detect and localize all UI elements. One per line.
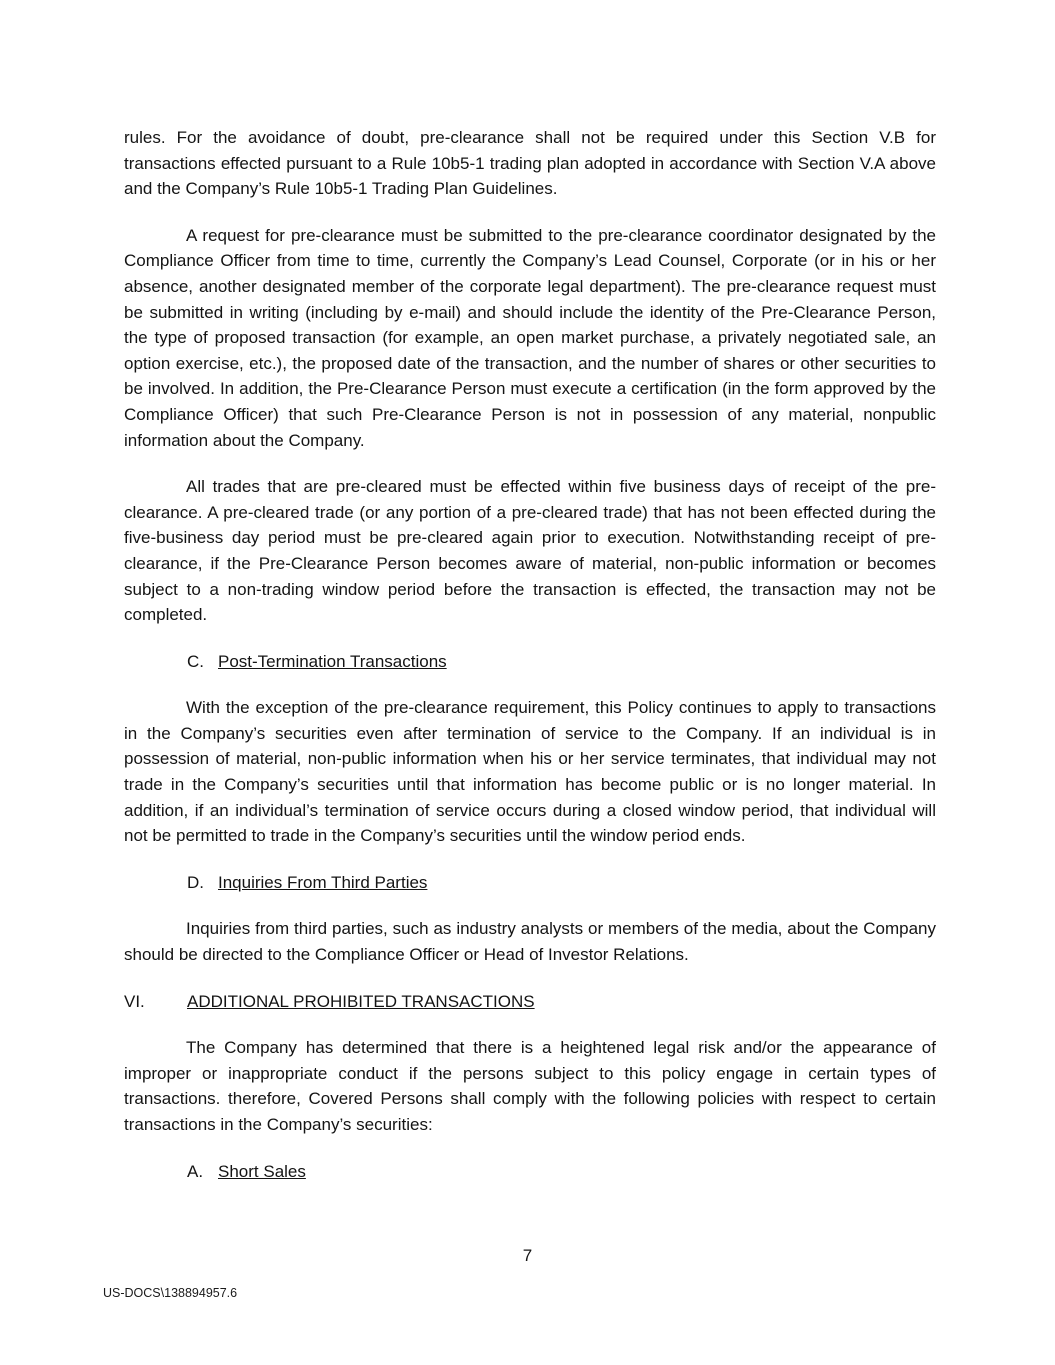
paragraph-heightened-legal-risk: The Company has determined that there is a heightened legal risk and/or the appearance of improper or inappropriate conduct if the persons subject to this policy engage in certain types of transactions. therefore, Covered Persons shall comply with the following policies with respect to certain transactions in the Company’s securities: <box>124 1038 936 1134</box>
heading-inquiries-from-third-parties <box>124 870 936 896</box>
paragraph-preclearance-trade-window: All trades that are pre-cleared must be effected within five business days of receipt of the pre-clearance. A pre-cleared trade (or any portion of a pre-cleared trade) that has not been effected during the five-business day period must be pre-cleared again prior to execution. Notwithstanding receipt of pre-clearance, if the Pre-Clearance Person becomes aware of material, non-public information or becomes subject to a non-trading window period before the transaction is effected, the transaction may not be completed. <box>124 477 936 625</box>
paragraph-rule-10b5-1-continuation: rules. For the avoidance of doubt, pre-clearance shall not be required under this Section V.B for transactions effected pursuant to a Rule 10b5-1 trading plan adopted in accordance with Section V.A above and the Company’s Rule 10b5-1 Trading Plan Guidelines. <box>124 128 936 199</box>
paragraph-preclearance-request: A request for pre-clearance must be submitted to the pre-clearance coordinator designated by the Compliance Officer from time to time, currently the Company’s Lead Counsel, Corporate (or in his or her absence, another designated member of the corporate legal department). The pre-clearance request must be submitted in writing (including by e-mail) and should include the identity of the Pre-Clearance Person, the type of proposed transaction (for example, an open market purchase, a privately negotiated sale, an option exercise, etc.), the proposed date of the transaction, and the number of shares or other securities to be involved. In addition, the Pre-Clearance Person must execute a certification (in the form approved by the Compliance Officer) that such Pre-Clearance Person is not in possession of any material, nonpublic information about the Company. <box>124 225 936 450</box>
heading-additional-prohibited-transactions <box>124 989 936 1015</box>
paragraph-inquiries: Inquiries from third parties, such as industry analysts or members of the media, about the Company should be directed to the Compliance Officer or Head of Investor Relations. <box>124 919 936 965</box>
heading-title-post-termination: Post-Termination Transactions <box>218 651 447 671</box>
heading-letter-a: A. <box>187 1161 204 1181</box>
heading-title-inquiries: Inquiries From Third Parties <box>218 872 428 892</box>
page-number: 7 <box>522 1246 533 1265</box>
heading-numeral-vi: VI. <box>124 991 145 1011</box>
paragraph-post-termination: With the exception of the pre-clearance requirement, this Policy continues to apply to transactions in the Company’s securities even after termination of service to the Company. If an individual is in possession of material, non-public information when his or her service terminates, that individual may not trade in the Company’s securities until that information has become public or is no longer material. In addition, if an individual’s termination of service occurs during a closed window period, that individual will not be permitted to trade in the Company’s securities until the window period ends. <box>124 698 936 846</box>
document-body <box>124 125 936 1205</box>
heading-post-termination-transactions <box>124 649 936 675</box>
heading-letter-d: D. <box>187 872 204 892</box>
heading-title-additional-prohibited: ADDITIONAL PROHIBITED TRANSACTIONS <box>187 991 535 1011</box>
heading-short-sales <box>124 1159 936 1185</box>
document-id-footer: US-DOCS\138894957.6 <box>103 1286 238 1300</box>
heading-title-short-sales: Short Sales <box>218 1161 306 1181</box>
heading-letter-c: C. <box>187 651 204 671</box>
